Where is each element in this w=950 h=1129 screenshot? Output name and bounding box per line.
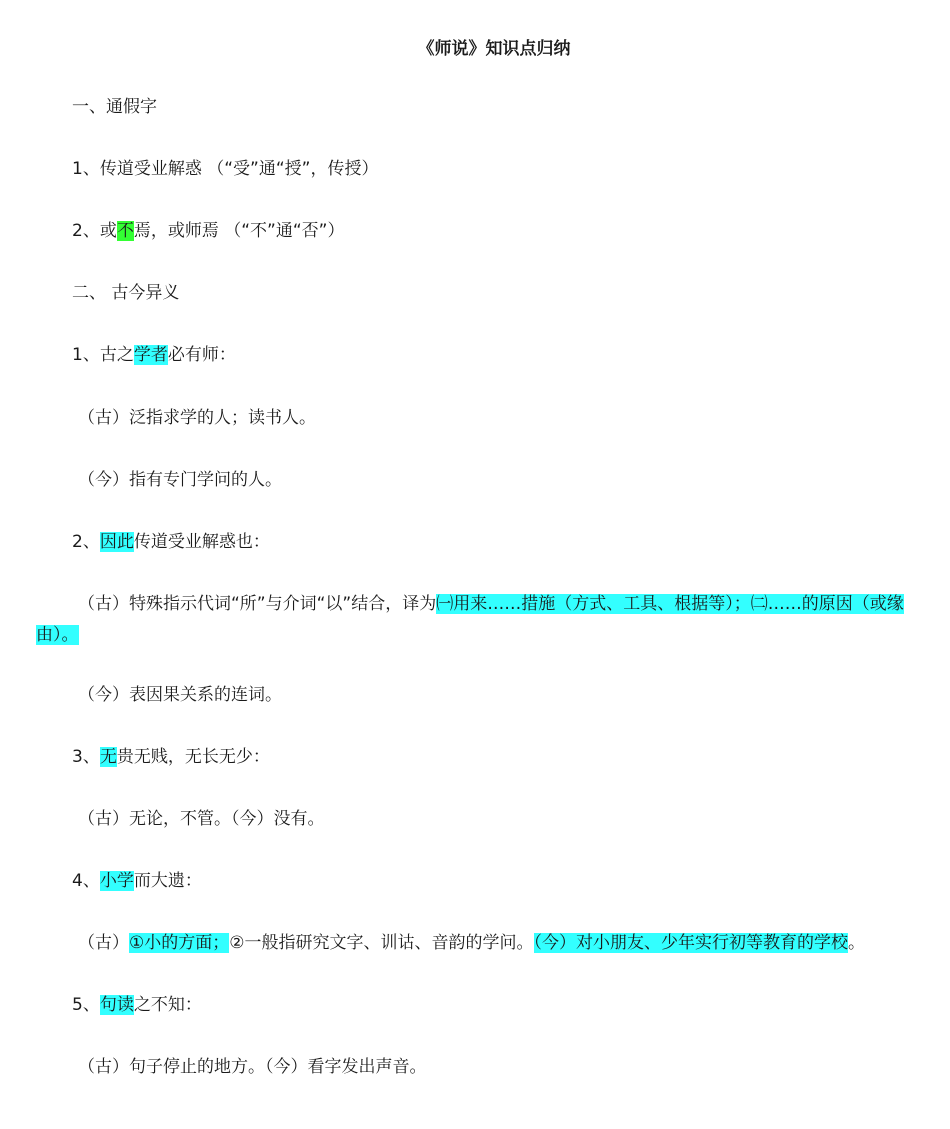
gujin-item-4-gu: [78, 932, 865, 954]
gujin-item-5-suffix: 之不知：: [133, 995, 202, 1015]
highlight-word-xuezhe: 学者: [133, 345, 168, 365]
gujin-item-4-gu-text: ②一般指研究文字、训诂、音韵的学问。: [229, 933, 534, 953]
gujin-item-2-label: [72, 531, 270, 553]
tongjia-item-2-prefix: 2、或: [72, 221, 117, 241]
highlight-gu-small: ①小的方面；: [129, 933, 230, 953]
gujin-item-2-gu: [36, 589, 916, 651]
tongjia-item-1: 1、传道受业解惑 （“受”通“授”，传授）: [72, 159, 379, 179]
section-heading-tongjiazi: 一、通假字: [72, 97, 157, 117]
highlight-word-wu: 无: [99, 747, 117, 767]
highlight-word-yinci: 因此: [99, 532, 134, 552]
highlight-word-judou: 句读: [99, 995, 134, 1015]
highlight-jin-school: （今）对小朋友、少年实行初等教育的学校: [533, 933, 848, 953]
page-title: 《师说》知识点归纳: [417, 39, 571, 59]
gujin-item-4-gu-prefix: （古）: [78, 933, 129, 953]
gujin-item-4-prefix: 4、: [72, 871, 100, 891]
gujin-item-2-suffix: 传道受业解惑也：: [133, 532, 270, 552]
highlight-word-xiaoxue: 小学: [99, 871, 134, 891]
gujin-item-2-gu-text: （古）特殊指示代词“所”与介词“以”结合，译为: [78, 594, 437, 614]
gujin-item-4-label: [72, 870, 202, 892]
gujin-item-5-label: [72, 994, 202, 1016]
gujin-item-1-label: [72, 344, 236, 366]
gujin-item-1-gu: （古）泛指求学的人；读书人。: [78, 408, 316, 428]
gujin-item-4-suffix: 而大遗：: [133, 871, 202, 891]
highlight-gu-meaning: ㈠用来……措施（方式、工具、根据等）；㈡……的原因（或缘由）。: [36, 594, 904, 645]
gujin-item-1-prefix: 1、古之: [72, 345, 134, 365]
gujin-item-4-gu-end: 。: [848, 933, 865, 953]
gujin-item-5-gu: （古）句子停止的地方。（今）看字发出声音。: [78, 1057, 427, 1077]
gujin-item-3-suffix: 贵无贱，无长无少：: [116, 747, 270, 767]
section-heading-gujinyiyi: 二、 古今异义: [72, 283, 180, 303]
highlight-word-bu: 不: [116, 221, 134, 241]
gujin-item-3-prefix: 3、: [72, 747, 100, 767]
gujin-item-2-jin: （今）表因果关系的连词。: [78, 685, 282, 705]
gujin-item-5-prefix: 5、: [72, 995, 100, 1015]
tongjia-item-2-suffix: 焉，或师焉 （“不”通“否”）: [133, 221, 345, 241]
gujin-item-1-jin: （今）指有专门学问的人。: [78, 470, 282, 490]
gujin-item-3-label: [72, 746, 270, 768]
gujin-item-1-suffix: 必有师：: [167, 345, 236, 365]
tongjia-item-2: [72, 220, 344, 242]
gujin-item-2-prefix: 2、: [72, 532, 100, 552]
gujin-item-3-gu: （古）无论，不管。（今）没有。: [78, 809, 325, 829]
